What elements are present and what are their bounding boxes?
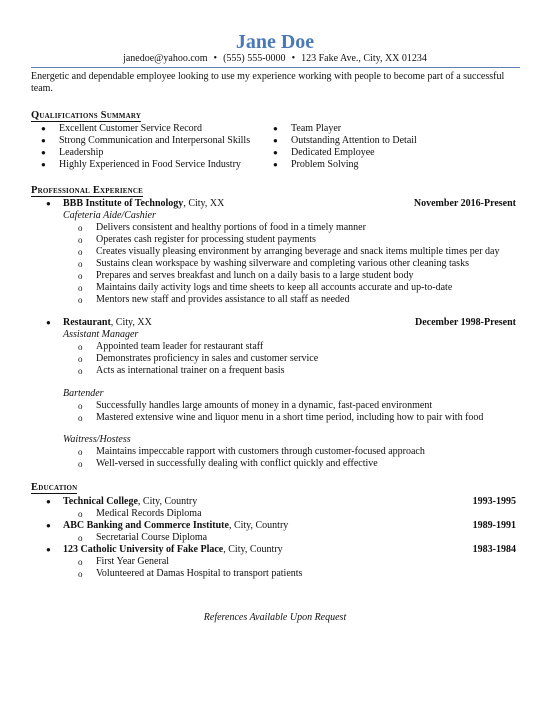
- list-item: o Well-versed in successfully dealing with conflict quickly and effective: [78, 458, 378, 469]
- job-title: Bartender: [63, 388, 104, 399]
- list-item: o Volunteered at Damas Hospital to transport patients: [78, 568, 303, 579]
- list-item: ● Highly Experienced in Food Service Industry: [41, 159, 241, 170]
- section-heading-education: Education: [31, 482, 78, 493]
- address-text: 123 Fake Ave., City, XX 01234: [301, 53, 427, 64]
- job-title: Waitress/Hostess: [63, 434, 131, 445]
- candidate-name: Jane Doe: [235, 31, 315, 53]
- list-item: o Maintains daily activity logs and time sheets to keep all accounts accurate and up-to-date: [78, 282, 453, 293]
- job-entry: [31, 198, 517, 306]
- qualifications-left-column: [31, 123, 250, 171]
- education-entry: ● Technical College, City, Country 1993-1995: [46, 496, 516, 507]
- list-item: o Prepares and serves breakfast and lunch on a daily basis to a large student body: [78, 270, 414, 281]
- qualifications-right-column: [263, 123, 417, 171]
- section-heading-qualifications: Qualifications Summary: [31, 110, 142, 121]
- list-item: o Medical Records Diploma: [78, 508, 202, 519]
- school-location: , City, Country: [228, 520, 289, 531]
- education-years: 1989-1991: [472, 520, 516, 531]
- employer-location: , City, XX: [110, 317, 152, 328]
- school-name: ABC Banking and Commerce Institute: [63, 520, 229, 531]
- list-item: o Creates visually pleasing environment by arranging beverage and snack items multiple times per day: [78, 246, 500, 257]
- list-item: o Mentors new staff and provides assistance to all staff as needed: [78, 294, 350, 305]
- job-entry: [31, 317, 517, 377]
- education-years: 1993-1995: [472, 496, 516, 507]
- school-name: Technical College: [63, 496, 138, 507]
- employer-name: BBB Institute of Technology: [63, 198, 184, 209]
- education-entry: ● ABC Banking and Commerce Institute, City, Country 1989-1991: [46, 520, 516, 531]
- objective-text: Energetic and dependable employee looking to use my experience working with people to become part of a successful team.: [31, 71, 505, 94]
- employer-location: , City, XX: [183, 198, 225, 209]
- education-list: [31, 496, 517, 580]
- list-item: o Sustains clean workspace by washing silverware and completing various other cleaning tasks: [78, 258, 469, 269]
- role-entry: [31, 388, 517, 424]
- separator: •: [213, 53, 218, 64]
- phone-text: (555) 555-0000: [223, 53, 286, 64]
- list-item: o Operates cash register for processing student payments: [78, 234, 316, 245]
- job-header: ● Restaurant, City, XX December 1998-Present: [46, 317, 516, 328]
- list-item: o Successfully handles large amounts of money in a dynamic, fast-paced environment: [78, 400, 433, 411]
- role-entry: [31, 434, 517, 470]
- school-name: 123 Catholic University of Fake Place: [63, 544, 224, 555]
- email-text: janedoe@yahoo.com: [123, 53, 208, 64]
- list-item: ● Problem Solving: [273, 159, 359, 170]
- job-header: ● BBB Institute of Technology, City, XX November 2016-Present: [46, 198, 516, 209]
- job-date: November 2016-Present: [413, 198, 516, 209]
- employer-name: Restaurant: [63, 317, 111, 328]
- list-item: ● Strong Communication and Interpersonal Skills: [41, 135, 251, 146]
- list-item: o Mastered extensive wine and liquor menu in a short time period, including how to pair with food: [78, 412, 484, 423]
- section-heading-experience: Professional Experience: [31, 185, 144, 196]
- job-title: Cafeteria Aide/Cashier: [63, 210, 156, 221]
- contact-line: [0, 53, 550, 65]
- list-item: ● Dedicated Employee: [273, 147, 375, 158]
- list-item: o Delivers consistent and healthy portions of food in a timely manner: [78, 222, 366, 233]
- list-item: ● Outstanding Attention to Detail: [273, 135, 417, 146]
- list-item: o Demonstrates proficiency in sales and customer service: [78, 353, 319, 364]
- list-item: o First Year General: [78, 556, 170, 567]
- header-rule: [31, 67, 520, 68]
- job-date: December 1998-Present: [415, 317, 516, 328]
- job-title: Assistant Manager: [63, 329, 139, 340]
- separator: •: [291, 53, 296, 64]
- list-item: o Secretarial Course Diploma: [78, 532, 208, 543]
- list-item: o Maintains impeccable rapport with customers through customer-focused approach: [78, 446, 425, 457]
- references-note: References Available Upon Request: [203, 612, 347, 623]
- education-years: 1983-1984: [472, 544, 516, 555]
- list-item: o Appointed team leader for restaurant staff: [78, 341, 264, 352]
- school-location: , City, Country: [223, 544, 283, 555]
- list-item: ● Excellent Customer Service Record: [41, 123, 203, 134]
- list-item: o Acts as international trainer on a frequent basis: [78, 365, 285, 376]
- list-item: ● Leadership: [41, 147, 104, 158]
- school-location: , City, Country: [137, 496, 198, 507]
- list-item: ● Team Player: [273, 123, 342, 134]
- education-entry: ● 123 Catholic University of Fake Place, City, Country 1983-1984: [46, 544, 516, 555]
